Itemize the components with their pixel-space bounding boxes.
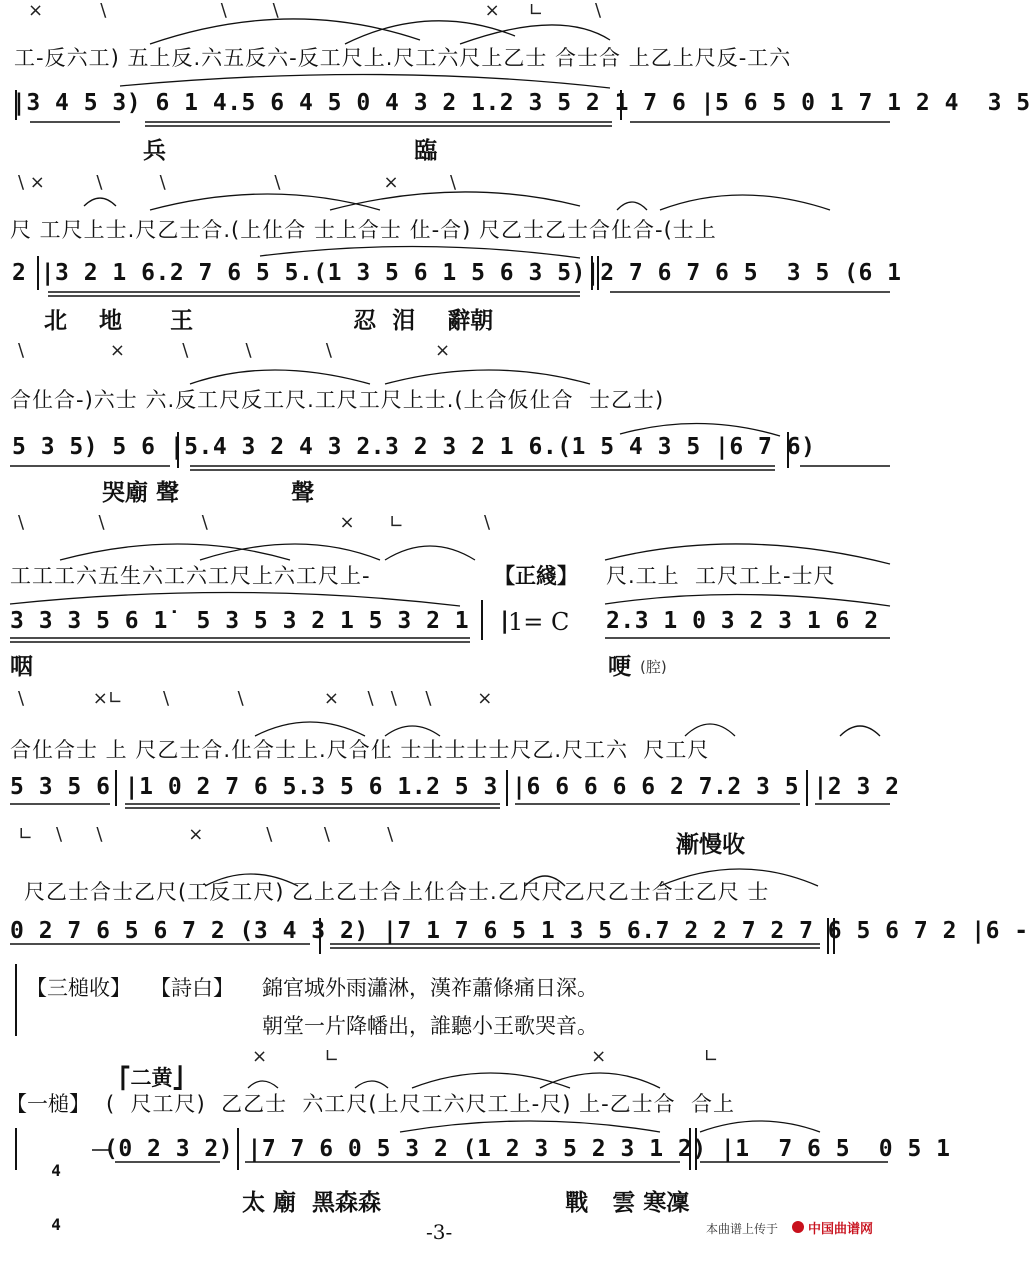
sanchui-label: 【三槌收】 [26,976,131,1000]
system-1-lyrics: 兵 臨 [143,138,438,164]
erhuang-label: ⎡二黄⎦ [120,1066,183,1090]
system-7-jianpu: (0 2 3 2) |7 7 6 0 5 3 2 (1 2 3 5 2 3 1 2) |1 7 6 5 0 5 1 [104,1136,951,1162]
system-2-jianpu: 2 |3 2 1 6.2 7 6 5 5.(1 3 5 6 1 5 6 3 5)|2 7 6 7 6 5 3 5 (6 1 [12,260,902,286]
tempo-marking: 漸慢收 [676,832,745,858]
time-signature: 4 4 [51,1161,62,1234]
system-5-jianpu: 5 3 5 6 |1 0 2 7 6 5.3 5 6 1.2 5 3 |6 6 6 6 6 2 7.2 3 5 |2 3 2 [10,774,900,800]
system-6-jianpu: 0 2 7 6 5 6 7 2 (3 4 3 2) |7 1 7 6 5 1 3 5 6.7 2 2 7 2 7 6 5 6 7 2 |6 - [10,918,1029,944]
zhengxian-gongche: 尺.工上 工尺工上-士尺 [606,564,836,588]
system-1-gongche: 工-反六工) 五上反.六五反六-反工尺上.尺工六尺上乙士 合士合 上乙上尺反-工六 [14,46,792,70]
system-5-gongche: 合仩合士 上 尺乙士合.仩合士上.尺合仩 士士士士士尺乙.尺工六 尺工尺 [10,738,710,762]
system-2-lyrics: 北 地 王 忍 泪 辭朝 [44,308,494,334]
system-1-jianpu: |3 4 5 3) 6 1 4.5 6 4 5 0 4 3 2 1.2 3 5 2 1 7 6 |5 6 5 0 1 7 1 2 4 3 5 [12,90,1031,116]
system-2-gongche: 尺 工尺上士.尺乙士合.(上仩合 士上合士 仩-合) 尺乙士乙士合仩合-(士上 [10,218,717,242]
site-brand: 中国曲谱网 [808,1222,874,1237]
system-3-jianpu: 5 3 5) 5 6 |5.4 3 2 4 3 2.3 2 3 2 1 6.(1 5 4 3 5 |6 7 6) [12,434,816,460]
system-7-gongche: ( 尺工尺) 乙乙士 六工尺(上尺工六尺工上-尺) 上-乙士合 合上 [106,1092,736,1116]
system-6-marks: ∟ \ \ × \ \ \ [18,824,394,845]
site-logo-icon [792,1221,804,1233]
system-4-jianpu: 3 3 3 5 6 1̇ 5 3 5 3 2 1 5 3 2 1 | [10,608,513,634]
key-signature: 1= C [508,608,570,636]
system-3-lyrics: 哭廟 聲 聲 [62,480,315,506]
system-4-gongche: 工工工六五生六工六工尺上六工尺上- [10,564,371,588]
system-7-lyrics: 太 廟 黑森森 戰 雲 寒凜 [242,1190,690,1216]
system-4-lyrics: 咽 [10,654,33,680]
system-3-gongche: 合仩合-)六士 六.反工尺反工尺.工尺工尺上士.(上合仮仩合 士乙士) [10,388,665,412]
shibai-label: 【詩白】 [150,976,234,1000]
system-6-gongche: 尺乙士合士乙尺(工反工尺) 乙上乙士合上仩合士.乙尺尺乙尺乙士合士乙尺 士 [24,880,770,904]
system-1-marks: × \ \ \ × ∟ \ [28,0,602,21]
upload-note: 本曲谱上传于 [706,1222,779,1236]
qiang-note: (腔) [640,658,667,676]
poem-line-2: 朝堂一片降幡出，誰聽小王歌哭音。 [262,1014,598,1038]
system-4-marks: \ \ \ × ∟ \ [18,512,491,533]
system-3-marks: \ × \ \ \ × [18,340,451,361]
zhengxian-label: 【正綫】 [494,564,578,588]
yichui-label: 【一槌】 [6,1092,90,1116]
system-5-marks: \ ×∟ \ \ × \ \ \ × [18,688,493,709]
geng-lyric: 哽 [608,654,631,680]
system-2-marks: \ × \ \ \ × \ [18,172,457,193]
page-number: -3- [426,1220,453,1244]
zhengxian-jianpu: 2.3 1 0 3 2 3 1 6 2 [606,608,879,634]
poem-line-1: 錦官城外雨瀟淋，漢祚蕭條痛日深。 [262,976,598,1000]
system-7-marks: × ∟ × ∟ [252,1046,719,1067]
